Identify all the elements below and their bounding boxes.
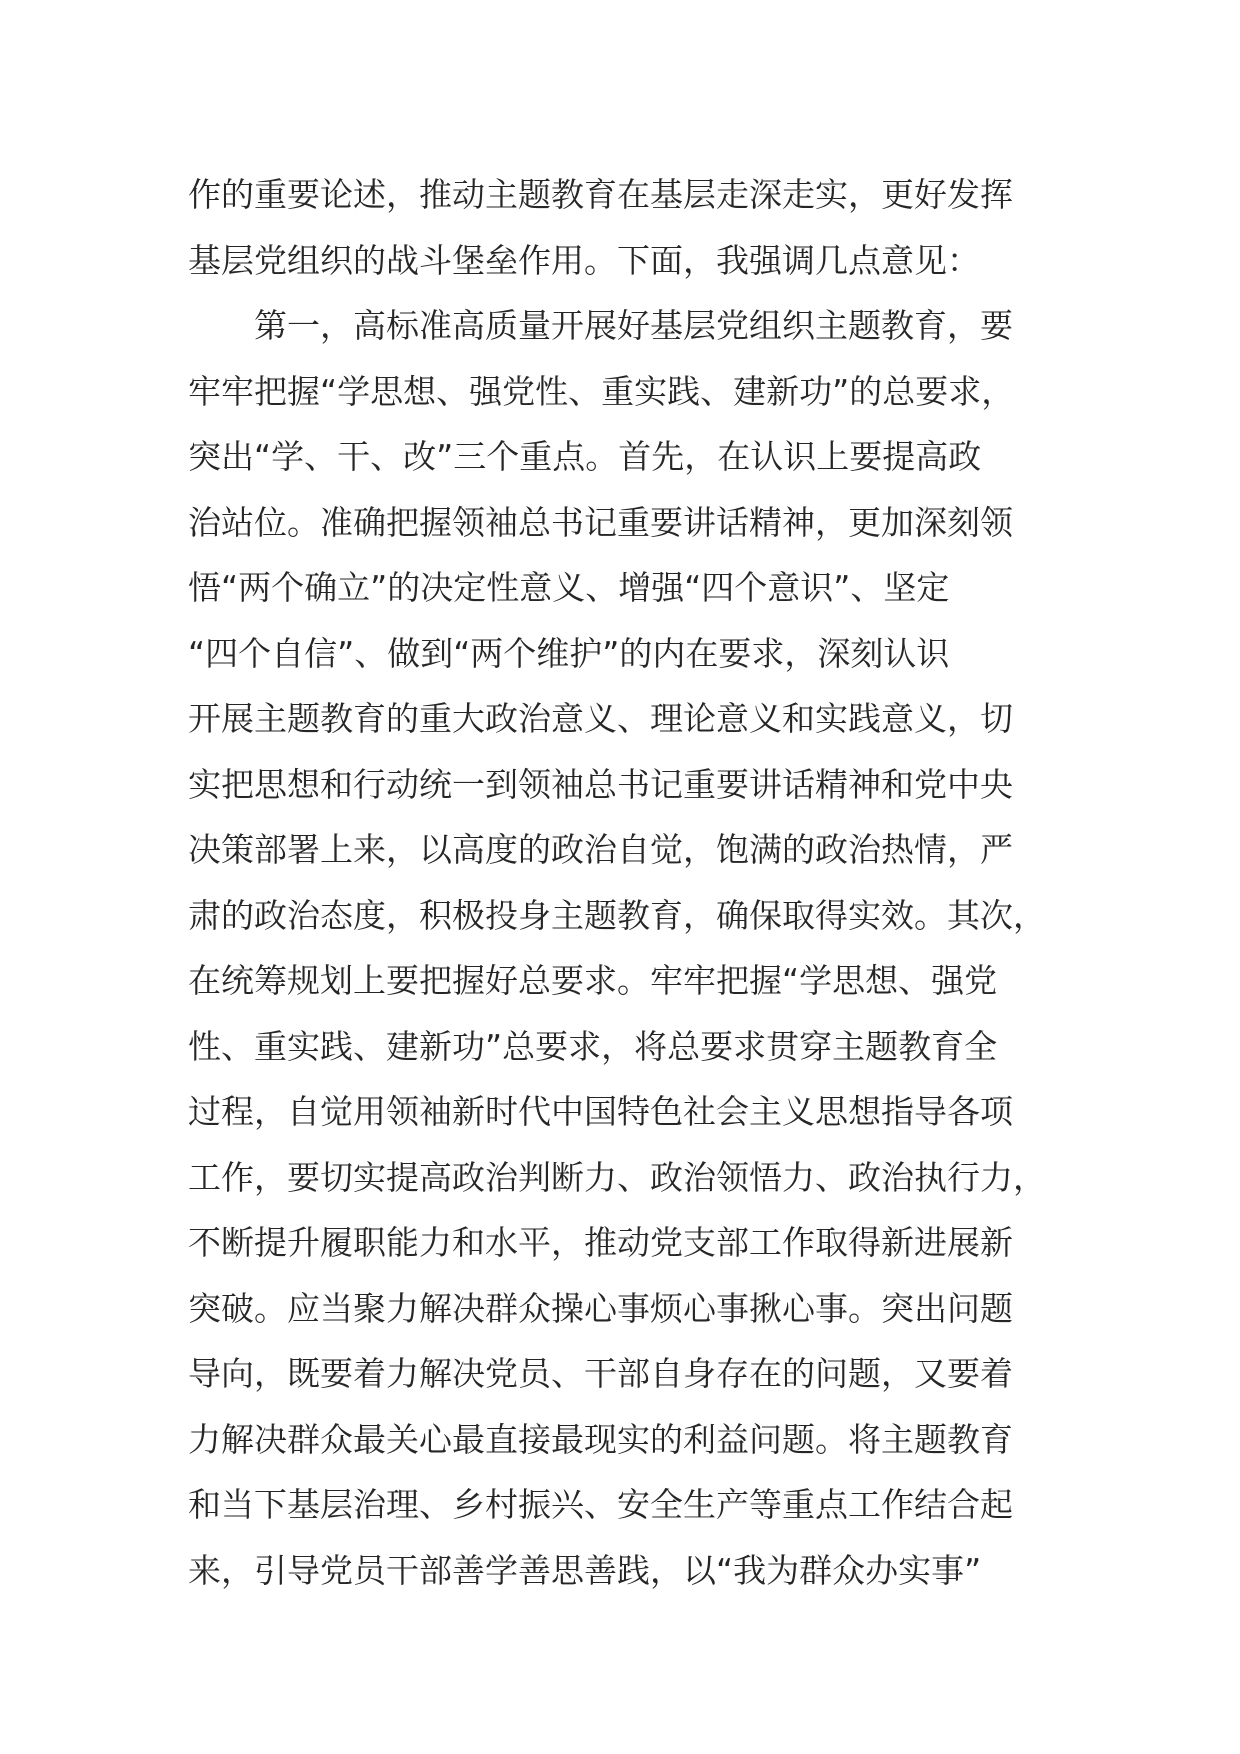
text-line: 基层党组织的战斗堡垒作用。下面，我强调几点意见： [188, 240, 980, 280]
text-line: 在统筹规划上要把握好总要求。牢牢把握“学思想、强党 [188, 961, 998, 1000]
text-line: 导向，既要着力解决党员、干部自身存在的问题，又要着 [188, 1354, 1013, 1393]
text-line: 突出“学、干、改”三个重点。首先，在认识上要提高政 [188, 437, 982, 476]
text-line: 决策部署上来，以高度的政治自觉，饱满的政治热情，严 [188, 830, 1013, 869]
paragraph-first-line: 第一，高标准高质量开展好基层党组织主题教育，要 [254, 306, 1013, 345]
text-line: 工作，要切实提高政治判断力、政治领悟力、政治执行力， [188, 1157, 1046, 1197]
text-line: 肃的政治态度，积极投身主题教育，确保取得实效。其次， [188, 895, 1046, 935]
text-line: 来，引导党员干部善学善思善践，以“我为群众办实事” [188, 1550, 982, 1590]
text-line: “四个自信”、做到“两个维护”的内在要求，深刻认识 [188, 633, 950, 673]
text-line: 性、重实践、建新功”总要求，将总要求贯穿主题教育全 [188, 1026, 998, 1066]
text-line: 作的重要论述，推动主题教育在基层走深走实，更好发挥 [188, 175, 1013, 214]
text-line: 突破。应当聚力解决群众操心事烦心事揪心事。突出问题 [188, 1288, 1013, 1328]
body-text [188, 162, 1088, 1603]
text-line: 和当下基层治理、乡村振兴、安全生产等重点工作结合起 [188, 1485, 1013, 1524]
text-line: 悟“两个确立”的决定性意义、增强“四个意识”、坚定 [188, 568, 950, 607]
text-line: 不断提升履职能力和水平，推动党支部工作取得新进展新 [188, 1223, 1013, 1262]
text-line: 过程，自觉用领袖新时代中国特色社会主义思想指导各项 [188, 1092, 1013, 1131]
text-line: 开展主题教育的重大政治意义、理论意义和实践意义，切 [188, 699, 1013, 738]
text-line: 治站位。准确把握领袖总书记重要讲话精神，更加深刻领 [188, 502, 1013, 542]
text-line: 牢牢把握“学思想、强党性、重实践、建新功”的总要求， [188, 371, 1015, 411]
text-line: 实把思想和行动统一到领袖总书记重要讲话精神和党中央 [188, 764, 1013, 804]
text-line: 力解决群众最关心最直接最现实的利益问题。将主题教育 [188, 1419, 1013, 1459]
